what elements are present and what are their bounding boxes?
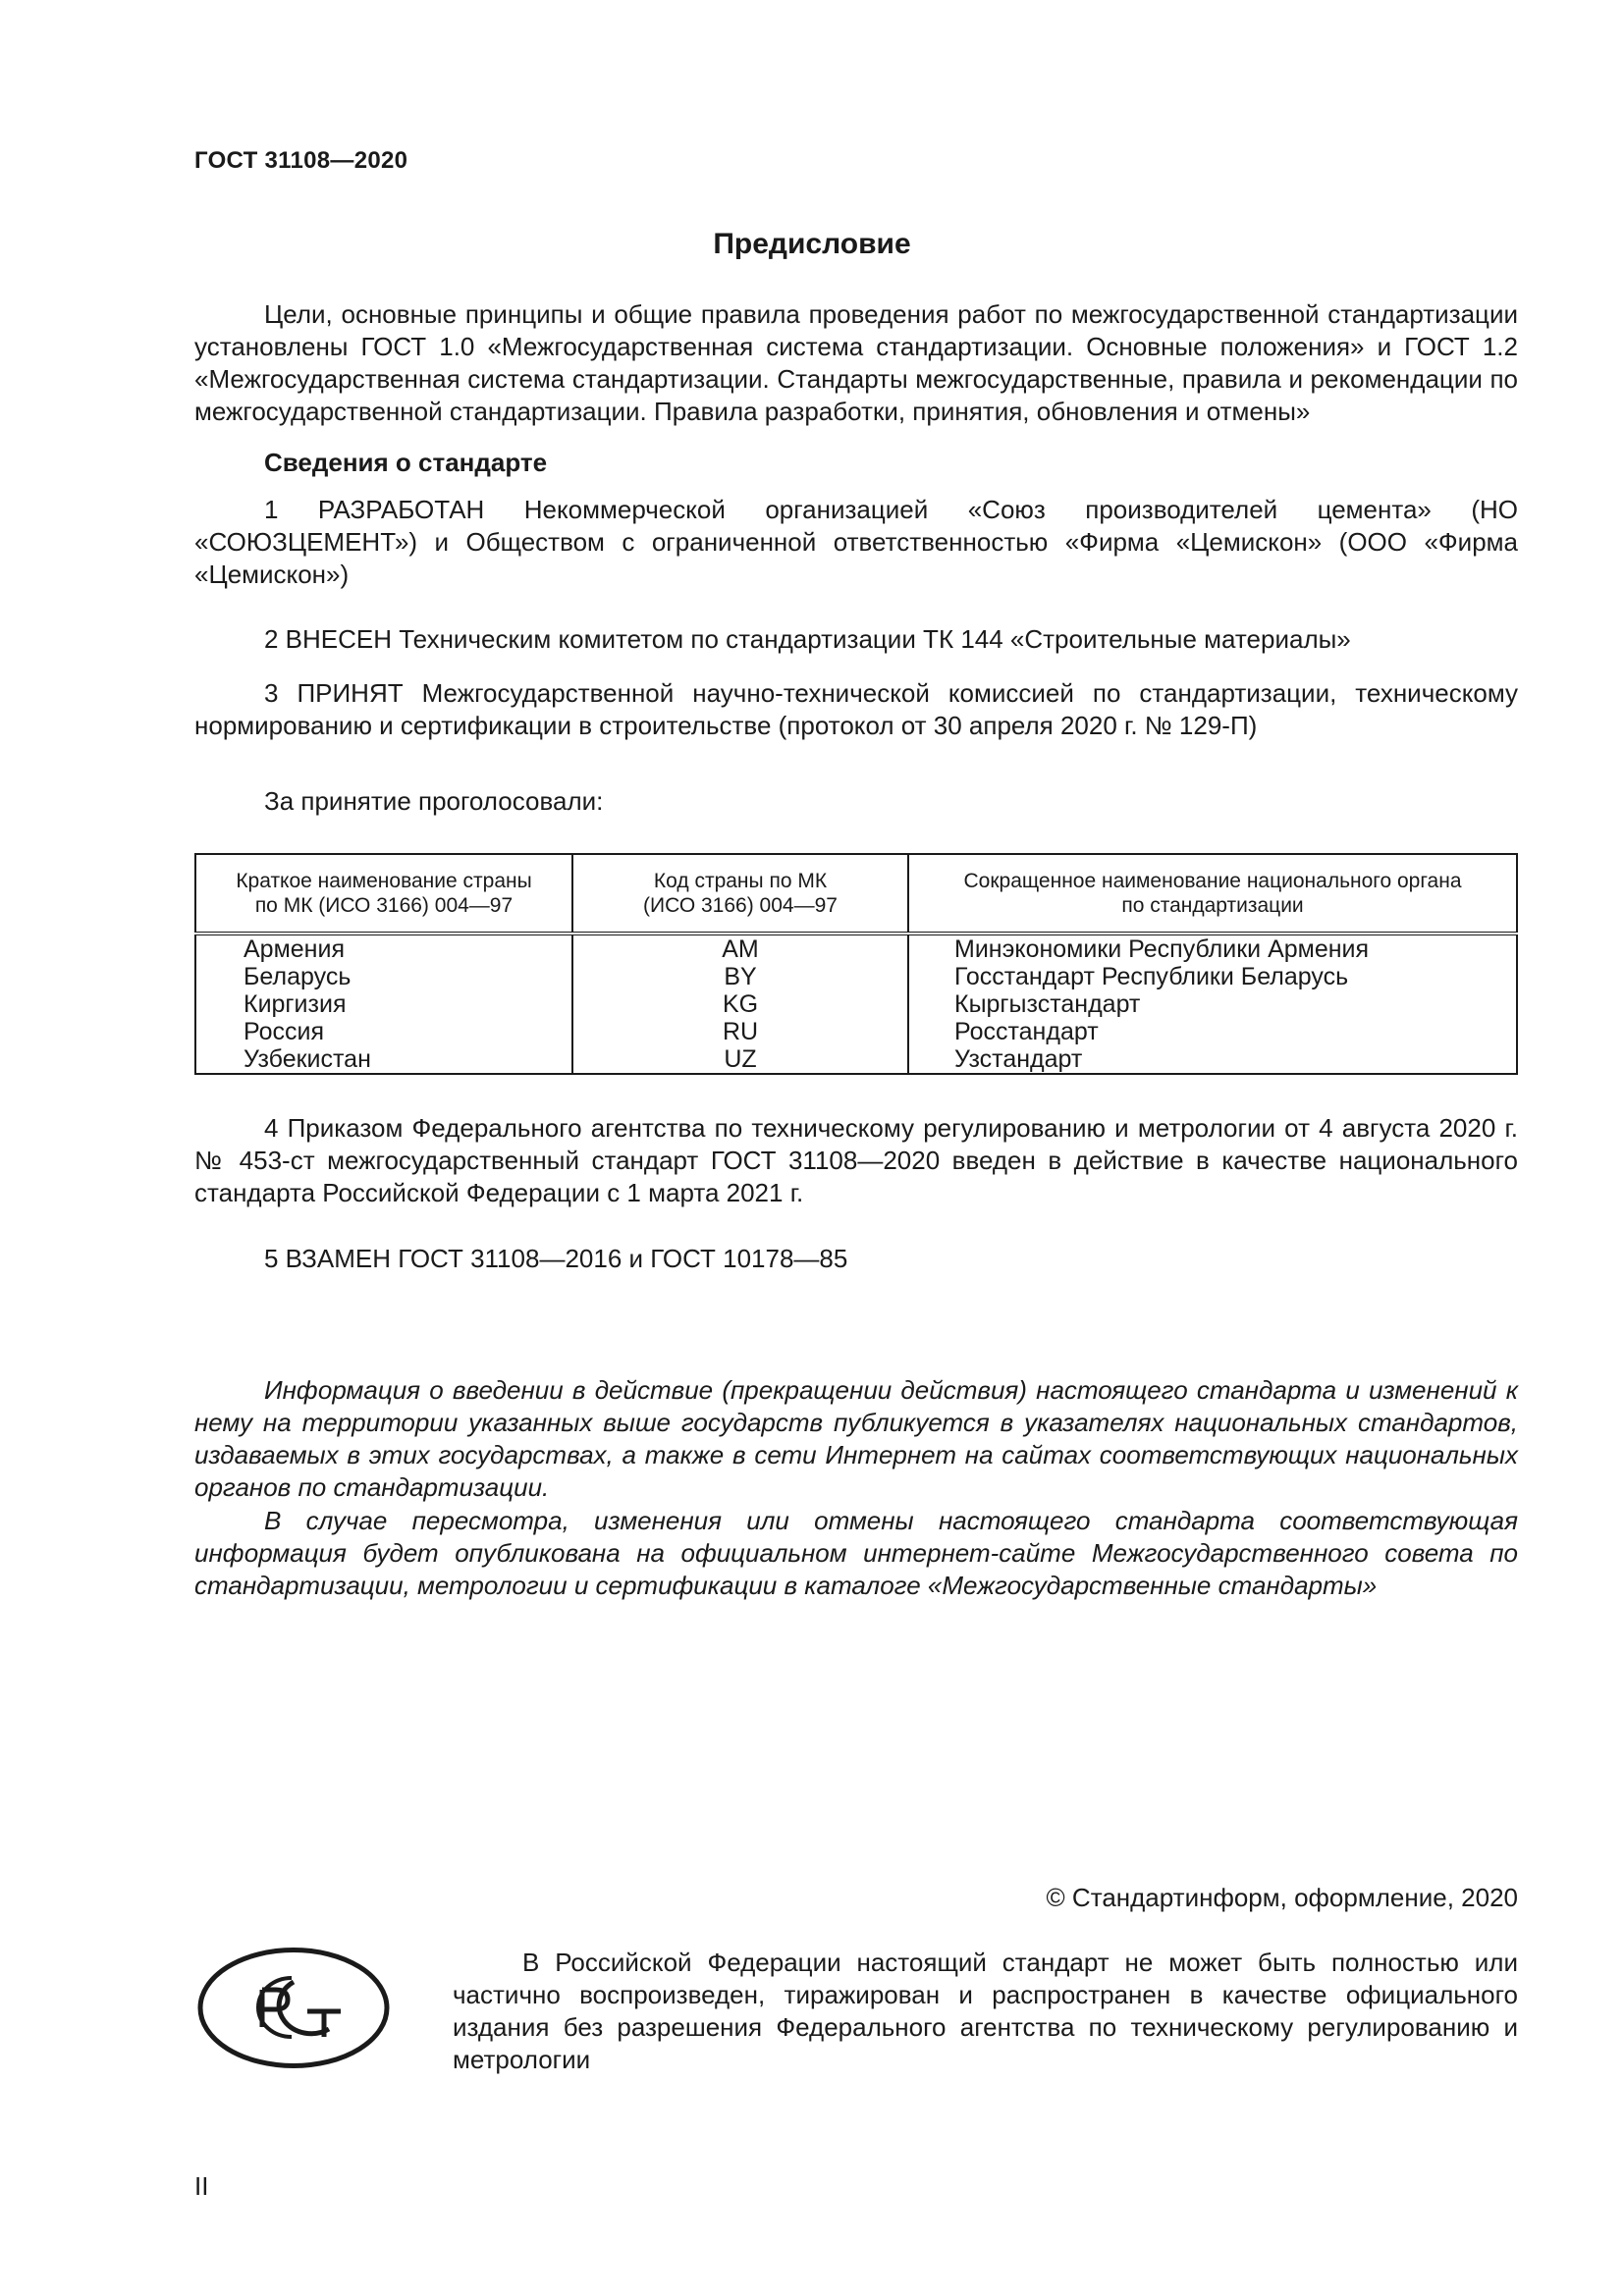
header-national-body: Сокращенное наименование национального органа по стандартизации <box>908 854 1517 934</box>
national-body-cell: Узстандарт <box>954 1045 1083 1073</box>
country-cell: Беларусь <box>244 963 352 990</box>
item-adopted: 3 ПРИНЯТ Межгосударственной научно-технической комиссией по стандартизации, техническому нормированию и сертификации в строительстве (протокол от 30 апреля 2020 г. № 129-П) <box>194 678 1518 740</box>
national-body-cell: Кыргызстандарт <box>954 990 1141 1018</box>
section-heading: Сведения о стандарте <box>264 448 548 477</box>
table-header-row <box>195 854 1517 934</box>
voting-table <box>194 853 1518 1075</box>
item-developed: 1 РАЗРАБОТАН Некоммерческой организацией «Союз производителей цемента» (НО «СОЮЗЦЕМЕНТ») и Обществом с ограниченной ответственностью «Фирма «Цемискон» (ООО «Фирма «Цемискон») <box>194 495 1518 589</box>
national-body-cell: Госстандарт Республики Беларусь <box>954 963 1349 990</box>
item-order: 4 Приказом Федерального агентства по техническому регулированию и метрологии от 4 августа 2020 г. № 453-ст межгосударственный стандарт ГОСТ 31108—2020 введен в действие в качестве национального стандарта Российской Федерации с 1 марта 2021 г. <box>194 1113 1518 1207</box>
code-cell: UZ <box>724 1045 757 1073</box>
code-column <box>572 934 908 1074</box>
code-cell: AM <box>722 935 759 963</box>
rst-logo-icon <box>197 1947 390 2069</box>
rights-notice: В Российской Федерации настоящий стандарт не может быть полностью или частично воспроизведен, тиражирован и распространен в качестве официального издания без разрешения Федерального агентства по техническому регулированию и метрологии <box>453 1948 1518 2074</box>
header-code: Код страны по МК (ИСО 3166) 004—97 <box>572 854 908 934</box>
page-number: II <box>194 2171 209 2201</box>
notice-paragraph-1: Информация о введении в действие (прекращении действия) настоящего стандарта и изменений к нему на территории указанных выше государств публикуется в указателях национальных стандартов, издаваемых в этих государствах, а также в сети Интернет на сайтах соответствующих национальных органов по стандартизации. <box>194 1375 1518 1502</box>
intro-paragraph: Цели, основные принципы и общие правила проведения работ по межгосударственной стандартизации установлены ГОСТ 1.0 «Межгосударственная система стандартизации. Основные положения» и ГОСТ 1.2 «Межгосударственная система стандартизации. Стандарты межгосударственные, правила и рекомендации по межгосударственной стандартизации. Правила разработки, принятия, обновления и отмены» <box>194 299 1518 426</box>
country-column <box>195 934 572 1074</box>
country-cell: Россия <box>244 1018 324 1045</box>
voted-label: За принятие проголосовали: <box>264 786 604 816</box>
code-cell: KG <box>722 990 759 1018</box>
item-replaces: 5 ВЗАМЕН ГОСТ 31108—2016 и ГОСТ 10178—85 <box>264 1244 848 1273</box>
item-introduced: 2 ВНЕСЕН Техническим комитетом по стандартизации ТК 144 «Строительные материалы» <box>264 624 1351 654</box>
country-cell: Киргизия <box>244 990 347 1018</box>
code-cell: RU <box>722 1018 759 1045</box>
country-cell: Армения <box>244 935 345 963</box>
code-cell: BY <box>724 963 757 990</box>
table-body-row <box>195 934 1517 1074</box>
page-title: Предисловие <box>713 228 911 260</box>
rst-logo <box>197 1947 390 2074</box>
national-body-column <box>908 934 1517 1074</box>
header-country: Краткое наименование страны по МК (ИСО 3166) 004—97 <box>195 854 572 934</box>
national-body-cell: Минэкономики Республики Армения <box>954 935 1370 963</box>
notice-paragraph-2: В случае пересмотра, изменения или отмены настоящего стандарта соответствующая информация будет опубликована на официальном интернет-сайте Межгосударственного совета по стандартизации, метрологии и сертификации в каталоге «Межгосударственные стандарты» <box>194 1506 1518 1600</box>
country-cell: Узбекистан <box>244 1045 371 1073</box>
national-body-cell: Росстандарт <box>954 1018 1099 1045</box>
copyright-notice: © Стандартинформ, оформление, 2020 <box>1046 1883 1518 1912</box>
document-code: ГОСТ 31108—2020 <box>194 147 408 174</box>
